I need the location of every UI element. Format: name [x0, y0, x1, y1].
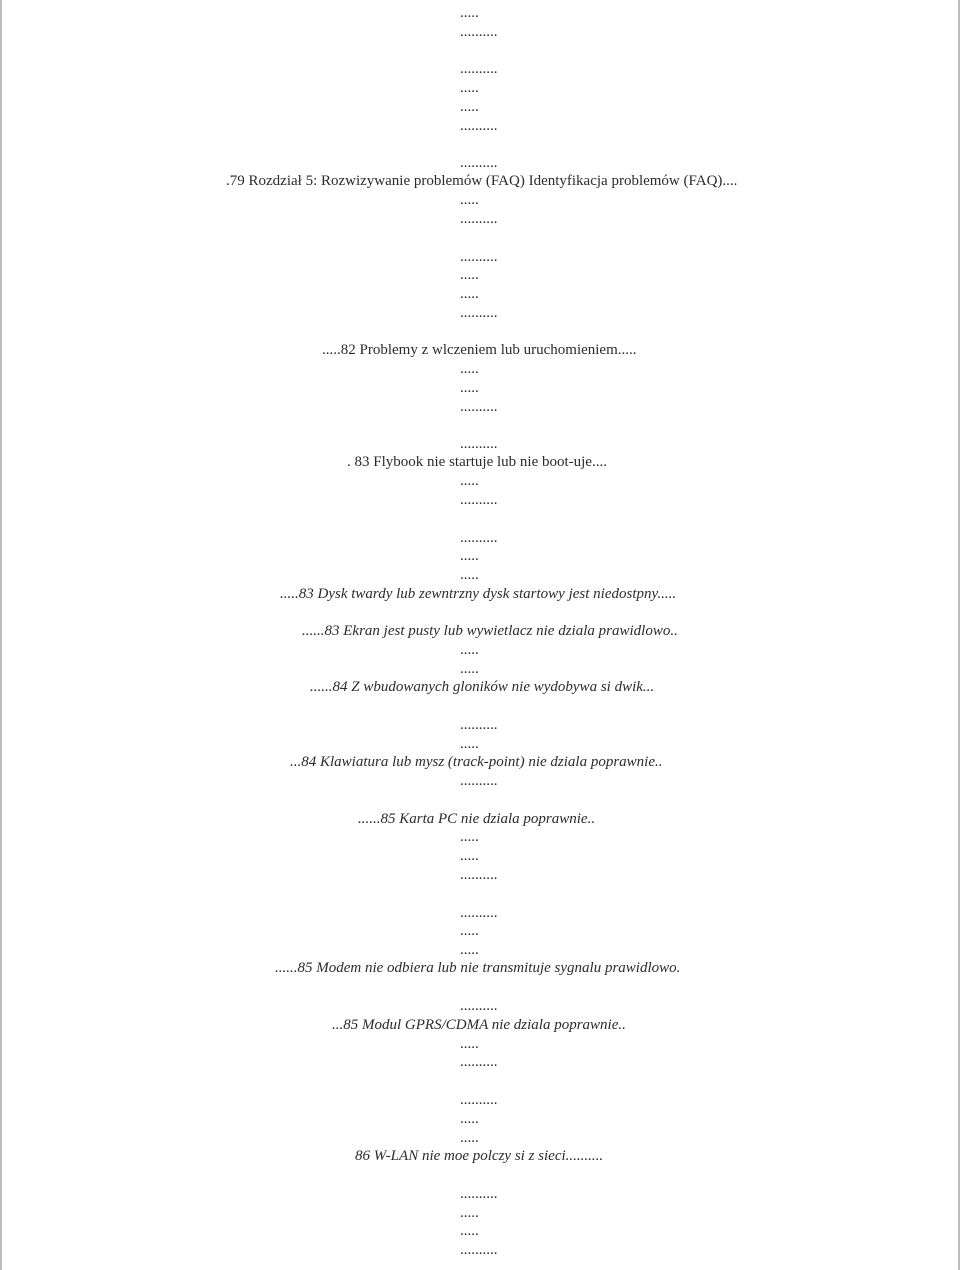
toc-leader-dots: .......... [460, 24, 498, 40]
toc-leader-dots: .......... [460, 305, 498, 321]
toc-leader-dots: ..... [460, 548, 479, 564]
toc-leader-dots: .......... [460, 1054, 498, 1070]
toc-leader-dots: ..... [460, 380, 479, 396]
toc-leader-dots: ..... [460, 1130, 479, 1146]
toc-leader-dots: ..... [460, 1111, 479, 1127]
toc-leader-dots: .......... [460, 867, 498, 883]
toc-leader-dots: ..... [460, 848, 479, 864]
toc-leader-dots: ..... [460, 286, 479, 302]
toc-leader-dots: ..... [460, 99, 479, 115]
toc-entry-gprs-cdma: ...85 Modul GPRS/CDMA nie dziala poprawnie.. [332, 1017, 626, 1033]
toc-leader-dots: ..... [460, 829, 479, 845]
toc-entry-hard-disk: .....83 Dysk twardy lub zewntrzny dysk startowy jest niedostpny..... [280, 586, 677, 602]
page-left-edge [0, 0, 2, 1270]
toc-leader-dots: ..... [460, 5, 479, 21]
toc-leader-dots: ..... [460, 267, 479, 283]
toc-leader-dots: ..... [460, 736, 479, 752]
toc-leader-dots: .......... [460, 998, 498, 1014]
toc-leader-dots: .......... [460, 118, 498, 134]
toc-entry-wlan: 86 W-LAN nie moe polczy si z sieci.......... [355, 1148, 604, 1164]
toc-leader-dots: ..... [460, 361, 479, 377]
toc-leader-dots: .......... [460, 492, 498, 508]
toc-leader-dots: ..... [460, 923, 479, 939]
toc-entry-startup-problems: .....82 Problemy z wlczeniem lub uruchomieniem..... [322, 342, 637, 358]
toc-leader-dots: ..... [460, 1205, 479, 1221]
toc-leader-dots: ..... [460, 567, 479, 583]
toc-leader-dots: .......... [460, 155, 498, 171]
toc-leader-dots: .......... [460, 773, 498, 789]
toc-leader-dots: .......... [460, 1092, 498, 1108]
toc-leader-dots: .......... [460, 211, 498, 227]
toc-leader-dots: .......... [460, 1186, 498, 1202]
toc-leader-dots: .......... [460, 1242, 498, 1258]
toc-entry-flybook-boot: . 83 Flybook nie startuje lub nie boot-uje.... [347, 454, 607, 470]
toc-leader-dots: .......... [460, 399, 498, 415]
toc-entry-keyboard-mouse: ...84 Klawiatura lub mysz (track-point) nie dziala poprawnie.. [290, 754, 663, 770]
toc-leader-dots: ..... [460, 942, 479, 958]
toc-leader-dots: .......... [460, 249, 498, 265]
toc-leader-dots: .......... [460, 436, 498, 452]
toc-leader-dots: ..... [460, 192, 479, 208]
toc-entry-speakers: ......84 Z wbudowanych gloników nie wydobywa si dwik... [310, 679, 655, 695]
toc-entry-pc-card: ......85 Karta PC nie dziala poprawnie.. [358, 811, 596, 827]
toc-entry-screen-blank: ......83 Ekran jest pusty lub wywietlacz nie dziala prawidlowo.. [302, 623, 678, 639]
toc-entry-modem: ......85 Modem nie odbiera lub nie transmituje sygnalu prawidlowo. [275, 960, 681, 976]
toc-leader-dots: ..... [460, 1036, 479, 1052]
toc-leader-dots: .......... [460, 717, 498, 733]
toc-leader-dots: ..... [460, 642, 479, 658]
toc-leader-dots: ..... [460, 1223, 479, 1239]
toc-entry-chapter-5: .79 Rozdział 5: Rozwizywanie problemów (FAQ) Identyfikacja problemów (FAQ).... [226, 173, 738, 189]
toc-leader-dots: .......... [460, 530, 498, 546]
toc-leader-dots: .......... [460, 61, 498, 77]
toc-leader-dots: ..... [460, 80, 479, 96]
toc-leader-dots: ..... [460, 661, 479, 677]
toc-leader-dots: ..... [460, 473, 479, 489]
toc-leader-dots: .......... [460, 905, 498, 921]
